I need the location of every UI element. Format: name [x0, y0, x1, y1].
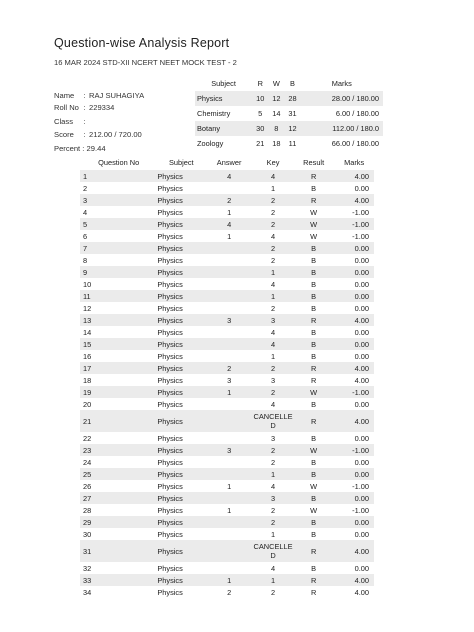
marks-cell: 0.00: [354, 327, 369, 337]
subject-row: [195, 106, 383, 121]
answer-cell: 4: [205, 170, 253, 182]
result-cell: B: [293, 516, 334, 528]
subject-cell: Physics: [157, 587, 183, 597]
answer-cell: [205, 266, 253, 278]
key-cell: CANCELLED: [253, 542, 293, 560]
answer-cell: [205, 338, 253, 350]
key-cell: 4: [270, 481, 276, 491]
marks-cell: 0.00: [334, 338, 374, 350]
question-no-cell: 7: [80, 242, 157, 254]
marks-cell: 0.00: [334, 516, 374, 528]
blank-count-header: B: [290, 78, 295, 88]
answer-cell: [205, 516, 253, 528]
key-cell: 2: [253, 218, 293, 230]
subject-cell: Physics: [157, 563, 183, 573]
key-cell: 1: [270, 351, 276, 361]
marks-cell: 0.00: [354, 303, 369, 313]
answer-cell: 2: [227, 587, 232, 597]
wrong-count-cell: 8: [268, 121, 284, 136]
result-cell: R: [293, 574, 334, 586]
subject-cell: Physics: [157, 516, 205, 528]
result-cell: R: [293, 170, 334, 182]
key-cell: 2: [253, 516, 293, 528]
key-cell: 2: [253, 444, 293, 456]
subject-cell: Physics: [157, 218, 205, 230]
marks-header: Marks: [344, 157, 365, 167]
question-no-cell: 27: [80, 492, 157, 504]
question-no-cell: 25: [80, 468, 157, 480]
report-title: Question-wise Analysis Report: [54, 36, 230, 50]
percent-label: Percent: [54, 144, 81, 153]
question-no-cell: 1: [80, 170, 157, 182]
question-no-cell: 9: [80, 266, 157, 278]
answer-cell: [205, 302, 253, 314]
right-count-cell: 30: [252, 121, 268, 136]
answer-cell: 3: [227, 375, 232, 385]
marks-cell: -1.00: [334, 386, 374, 398]
marks-cell: 0.00: [354, 529, 369, 539]
wrong-count-cell: 14: [272, 109, 281, 118]
subject-cell: Physics: [157, 255, 183, 265]
name-label: Name: [54, 91, 75, 100]
question-no-cell: 30: [83, 529, 92, 539]
key-cell: 1: [270, 529, 276, 539]
key-cell: 4: [270, 563, 276, 573]
score-row: Score : 212.00 / 720.00: [54, 130, 142, 139]
result-cell: B: [293, 492, 334, 504]
key-cell: 2: [270, 255, 276, 265]
question-no-cell: 8: [83, 255, 88, 265]
subject-cell: Physics: [157, 279, 183, 289]
answer-cell: [205, 278, 253, 290]
key-cell: 2: [253, 242, 293, 254]
marks-cell: 4.00: [334, 410, 374, 432]
blank-count-cell: 31: [288, 109, 297, 118]
question-row: [80, 302, 374, 314]
key-cell: 1: [253, 468, 293, 480]
question-no-cell: 15: [80, 338, 157, 350]
question-row: [80, 528, 374, 540]
result-cell: W: [310, 231, 318, 241]
subject-cell: Physics: [157, 574, 205, 586]
marks-cell: 4.00: [354, 587, 369, 597]
question-row: [80, 516, 374, 528]
question-row: [80, 230, 374, 242]
question-row: [80, 480, 374, 492]
question-no-cell: 20: [83, 399, 92, 409]
subject-cell: Physics: [157, 242, 205, 254]
answer-cell: 3: [205, 314, 253, 326]
question-no-cell: 11: [80, 290, 157, 302]
subject-header: Subject: [211, 78, 236, 88]
answer-cell: 1: [227, 481, 232, 491]
marks-cell: 4.00: [334, 170, 374, 182]
question-row: [80, 540, 374, 562]
subject-cell: Physics: [157, 457, 183, 467]
subject-cell: Physics: [157, 207, 183, 217]
question-no-cell: 19: [80, 386, 157, 398]
marks-cell: -1.00: [352, 231, 369, 241]
question-row: [80, 586, 374, 598]
key-cell: 1: [253, 290, 293, 302]
question-no-cell: 31: [80, 540, 157, 562]
key-cell: 4: [253, 170, 293, 182]
marks-cell: 4.00: [334, 194, 374, 206]
marks-cell: -1.00: [352, 207, 369, 217]
question-no-cell: 18: [83, 375, 92, 385]
subject-cell: Physics: [157, 410, 205, 432]
subject-cell: Physics: [157, 444, 205, 456]
question-row: [80, 326, 374, 338]
subject-cell: Physics: [157, 338, 205, 350]
marks-cell: 0.00: [354, 183, 369, 193]
question-row: [80, 362, 374, 374]
question-no-cell: 26: [83, 481, 92, 491]
subject-cell: Physics: [157, 351, 183, 361]
subject-marks-cell: 66.00 / 180.00: [331, 139, 379, 148]
key-cell: 2: [270, 505, 276, 515]
result-cell: R: [293, 362, 334, 374]
key-cell: 3: [270, 433, 276, 443]
answer-cell: 2: [205, 194, 253, 206]
right-count-cell: 10: [252, 91, 268, 106]
question-no-cell: 34: [83, 587, 92, 597]
result-cell: B: [311, 279, 317, 289]
result-cell: B: [311, 399, 317, 409]
subject-header: Subject: [168, 157, 194, 167]
answer-cell: 1: [227, 207, 232, 217]
answer-cell: [205, 528, 253, 540]
wrong-count-cell: 12: [268, 91, 284, 106]
marks-cell: 0.00: [334, 266, 374, 278]
report-subtitle: 16 MAR 2024 STD-XII NCERT NEET MOCK TEST - 2: [54, 58, 237, 67]
question-row: [80, 492, 374, 504]
key-cell: 2: [253, 362, 293, 374]
question-no-header: Question No: [98, 157, 140, 167]
blank-count-cell: 28: [284, 91, 300, 106]
subject-marks-cell: 28.00 / 180.00: [301, 91, 383, 106]
result-cell: B: [311, 433, 317, 443]
question-row: [80, 182, 374, 194]
answer-cell: 1: [227, 231, 232, 241]
subject-cell: Physics: [157, 399, 183, 409]
subject-cell: Physics: [157, 375, 183, 385]
question-row: [80, 350, 374, 362]
marks-cell: 0.00: [354, 457, 369, 467]
right-count-cell: 5: [258, 109, 263, 118]
question-no-cell: 21: [80, 410, 157, 432]
question-row: [80, 278, 374, 290]
answer-cell: 3: [205, 444, 253, 456]
result-cell: R: [293, 540, 334, 562]
key-cell: 1: [253, 266, 293, 278]
answer-cell: 4: [205, 218, 253, 230]
key-cell: 4: [270, 327, 276, 337]
result-cell: R: [293, 410, 334, 432]
result-cell: W: [293, 444, 334, 456]
question-table-header: [80, 154, 374, 170]
marks-cell: 4.00: [354, 375, 369, 385]
result-cell: R: [310, 587, 317, 597]
score-value: 212.00 / 720.00: [89, 130, 142, 139]
result-cell: W: [310, 481, 318, 491]
question-no-cell: 6: [83, 231, 88, 241]
question-no-cell: 14: [83, 327, 92, 337]
answer-cell: [205, 492, 253, 504]
question-row: [80, 468, 374, 480]
marks-cell: 0.00: [334, 468, 374, 480]
marks-cell: 0.00: [334, 290, 374, 302]
result-cell: B: [311, 183, 317, 193]
question-row: [80, 374, 374, 386]
result-cell: B: [311, 351, 317, 361]
result-cell: W: [310, 505, 318, 515]
question-no-cell: 32: [83, 563, 92, 573]
key-cell: 2: [270, 303, 276, 313]
question-no-cell: 24: [83, 457, 92, 467]
key-cell: 4: [270, 231, 276, 241]
key-cell: CANCELLED: [253, 412, 293, 430]
subject-cell: Chemistry: [197, 109, 231, 118]
subject-cell: Physics: [157, 266, 205, 278]
result-cell: B: [293, 338, 334, 350]
key-cell: 2: [253, 194, 293, 206]
key-cell: 3: [253, 314, 293, 326]
marks-cell: 4.00: [334, 574, 374, 586]
question-no-cell: 16: [83, 351, 92, 361]
answer-cell: [205, 398, 253, 410]
roll-number: 229334: [89, 103, 115, 112]
subject-cell: Physics: [157, 183, 183, 193]
question-no-cell: 5: [80, 218, 157, 230]
key-cell: 2: [253, 386, 293, 398]
question-row: [80, 314, 374, 326]
result-header: Result: [303, 157, 325, 167]
right-count-cell: 21: [256, 139, 265, 148]
student-name: RAJ SUHAGIYA: [89, 91, 145, 100]
marks-cell: 4.00: [334, 314, 374, 326]
question-no-cell: 13: [80, 314, 157, 326]
roll-number-row: Roll No : 229334: [54, 103, 115, 112]
question-no-cell: 29: [80, 516, 157, 528]
wrong-count-header: W: [272, 78, 280, 88]
question-row: [80, 410, 374, 432]
key-cell: 1: [270, 183, 276, 193]
marks-cell: -1.00: [334, 444, 374, 456]
key-cell: 4: [270, 279, 276, 289]
subject-cell: Physics: [157, 170, 205, 182]
question-row: [80, 504, 374, 516]
result-cell: B: [311, 303, 317, 313]
class-label: Class: [54, 117, 73, 126]
result-cell: W: [293, 386, 334, 398]
marks-cell: -1.00: [352, 481, 369, 491]
key-cell: 3: [253, 492, 293, 504]
question-no-cell: 12: [83, 303, 92, 313]
result-cell: B: [311, 255, 317, 265]
marks-cell: 0.00: [354, 433, 369, 443]
subject-marks-header: Marks: [331, 78, 352, 88]
question-no-cell: 33: [80, 574, 157, 586]
key-cell: 2: [270, 457, 276, 467]
answer-cell: 2: [205, 362, 253, 374]
question-row: [80, 398, 374, 410]
question-row: [80, 194, 374, 206]
subject-row: [195, 136, 383, 151]
subject-cell: Physics: [157, 433, 183, 443]
answer-cell: [205, 290, 253, 302]
marks-cell: 0.00: [334, 492, 374, 504]
question-row: [80, 386, 374, 398]
question-row: [80, 338, 374, 350]
result-cell: R: [310, 375, 317, 385]
key-cell: 4: [253, 338, 293, 350]
result-cell: R: [293, 314, 334, 326]
question-no-cell: 23: [80, 444, 157, 456]
question-row: [80, 266, 374, 278]
answer-cell: 1: [227, 505, 232, 515]
marks-cell: 4.00: [334, 540, 374, 562]
result-cell: W: [310, 207, 318, 217]
marks-cell: 4.00: [334, 362, 374, 374]
key-cell: 4: [270, 399, 276, 409]
question-analysis-table: [80, 154, 374, 598]
answer-header: Answer: [216, 157, 242, 167]
result-cell: B: [293, 290, 334, 302]
result-cell: B: [293, 242, 334, 254]
question-no-cell: 2: [83, 183, 88, 193]
marks-cell: -1.00: [334, 218, 374, 230]
wrong-count-cell: 18: [272, 139, 281, 148]
subject-cell: Physics: [157, 468, 205, 480]
subject-row: [195, 121, 383, 136]
answer-cell: [205, 254, 253, 266]
question-no-cell: 3: [80, 194, 157, 206]
subject-cell: Physics: [195, 91, 252, 106]
question-no-cell: 10: [83, 279, 92, 289]
subject-cell: Physics: [157, 194, 205, 206]
subject-cell: Physics: [157, 529, 183, 539]
score-label: Score: [54, 130, 74, 139]
marks-cell: 0.00: [354, 399, 369, 409]
answer-cell: 1: [205, 386, 253, 398]
marks-cell: -1.00: [352, 505, 369, 515]
subject-cell: Botany: [195, 121, 252, 136]
answer-cell: [205, 410, 253, 432]
question-no-cell: 17: [80, 362, 157, 374]
right-count-header: R: [257, 78, 263, 88]
key-cell: 2: [270, 207, 276, 217]
result-cell: R: [293, 194, 334, 206]
question-row: [80, 206, 374, 218]
result-cell: B: [293, 468, 334, 480]
answer-cell: [205, 562, 253, 574]
question-row: [80, 170, 374, 182]
subject-cell: Physics: [157, 231, 183, 241]
subject-row: [195, 91, 383, 106]
blank-count-cell: 12: [284, 121, 300, 136]
result-cell: B: [311, 457, 317, 467]
key-cell: 3: [270, 375, 276, 385]
subject-cell: Physics: [157, 481, 183, 491]
question-row: [80, 574, 374, 586]
subject-cell: Physics: [157, 314, 205, 326]
answer-cell: [205, 432, 253, 444]
question-row: [80, 444, 374, 456]
key-cell: 1: [253, 574, 293, 586]
class-row: Class :: [54, 117, 86, 126]
answer-cell: [205, 350, 253, 362]
subject-cell: Physics: [157, 492, 205, 504]
blank-count-cell: 11: [288, 139, 297, 148]
answer-cell: [205, 182, 253, 194]
result-cell: B: [293, 266, 334, 278]
subject-cell: Physics: [157, 540, 205, 562]
marks-cell: 0.00: [354, 255, 369, 265]
key-cell: 2: [270, 587, 276, 597]
student-name-row: Name : RAJ SUHAGIYA: [54, 91, 145, 100]
question-no-cell: 28: [83, 505, 92, 515]
result-cell: B: [311, 563, 317, 573]
answer-cell: [205, 540, 253, 562]
question-row: [80, 242, 374, 254]
subject-marks-cell: 112.00 / 180.0: [301, 121, 383, 136]
result-cell: B: [311, 529, 317, 539]
subject-table-header: [195, 75, 383, 91]
answer-cell: [205, 326, 253, 338]
subject-cell: Physics: [157, 303, 183, 313]
key-header: Key: [266, 157, 280, 167]
subject-cell: Physics: [157, 362, 205, 374]
subject-cell: Physics: [157, 290, 205, 302]
answer-cell: [205, 456, 253, 468]
answer-cell: 1: [205, 574, 253, 586]
question-row: [80, 432, 374, 444]
subject-marks-cell: 6.00 / 180.00: [335, 109, 379, 118]
question-row: [80, 456, 374, 468]
marks-cell: 0.00: [354, 351, 369, 361]
percent-value: 29.44: [86, 144, 106, 153]
roll-label: Roll No: [54, 103, 79, 112]
result-cell: W: [293, 218, 334, 230]
marks-cell: 0.00: [354, 563, 369, 573]
question-no-cell: 4: [83, 207, 88, 217]
subject-cell: Physics: [157, 505, 183, 515]
subject-summary-table: [195, 75, 383, 151]
question-row: [80, 290, 374, 302]
percent-row: Percent : 29.44: [54, 144, 106, 153]
answer-cell: [205, 468, 253, 480]
question-row: [80, 218, 374, 230]
subject-cell: Physics: [157, 386, 205, 398]
question-row: [80, 254, 374, 266]
answer-cell: [205, 242, 253, 254]
subject-cell: Zoology: [197, 139, 224, 148]
marks-cell: 0.00: [354, 279, 369, 289]
question-no-cell: 22: [83, 433, 92, 443]
question-row: [80, 562, 374, 574]
marks-cell: 0.00: [334, 242, 374, 254]
subject-cell: Physics: [157, 327, 183, 337]
result-cell: B: [311, 327, 317, 337]
